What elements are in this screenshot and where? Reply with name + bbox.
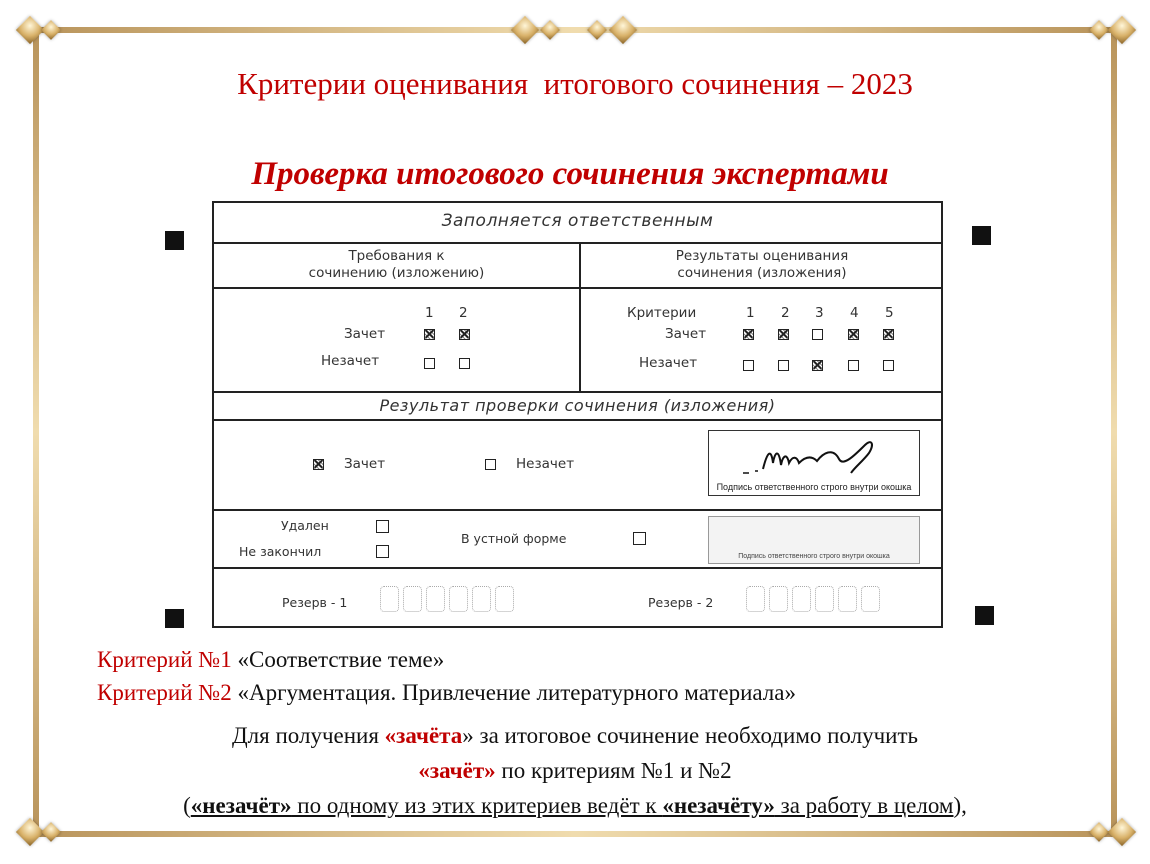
crit-4-nezachet-checkbox[interactable] <box>848 360 859 371</box>
result-nezachet-checkbox[interactable] <box>485 459 496 470</box>
ornament-icon <box>609 16 637 44</box>
oral-form-label: В устной форме <box>461 531 567 546</box>
ornament-icon <box>587 20 607 40</box>
frame-right <box>1111 27 1117 837</box>
ornament-icon <box>540 20 560 40</box>
registration-marker <box>165 231 184 250</box>
reserve-2-box[interactable] <box>861 586 880 612</box>
req-col-2: 2 <box>459 305 468 321</box>
criterion-1-number: Критерий №1 <box>97 647 232 672</box>
result-zachet-checkbox[interactable] <box>313 459 324 470</box>
ornament-icon <box>1089 822 1109 842</box>
crit-2-zachet-checkbox[interactable] <box>778 329 789 340</box>
crit-col-2: 2 <box>781 305 790 321</box>
exam-form <box>212 201 945 628</box>
reserve-1-box[interactable] <box>403 586 422 612</box>
crit-col-5: 5 <box>885 305 894 321</box>
req-2-zachet-checkbox[interactable] <box>459 329 470 340</box>
req-col-1: 1 <box>425 305 434 321</box>
rule-line-1: Для получения «зачёта» за итоговое сочинение необходимо получить <box>231 723 919 748</box>
registration-marker <box>975 606 994 625</box>
req-nezachet-label: Незачет <box>321 353 380 369</box>
criteria-label: Критерии <box>627 305 697 321</box>
page-subtitle: Проверка итогового сочинения экспертами <box>251 156 889 192</box>
ornament-icon <box>41 20 61 40</box>
reserve-1-box[interactable] <box>449 586 468 612</box>
removed-checkbox[interactable] <box>376 520 389 533</box>
signature-box-2[interactable] <box>708 516 920 564</box>
criterion-1 <box>97 647 444 673</box>
crit-zachet-label: Зачет <box>665 326 707 342</box>
crit-1-zachet-checkbox[interactable] <box>743 329 754 340</box>
rule-line-3: («незачёт» по одному из этих критериев ведёт к «незачёту» за работу в целом), <box>183 793 967 818</box>
corner-ornament-icon <box>16 818 44 846</box>
crit-nezachet-label: Незачет <box>639 355 698 371</box>
registration-marker <box>972 226 991 245</box>
oral-form-checkbox[interactable] <box>633 532 646 545</box>
section-titles-row <box>212 242 943 289</box>
status-row <box>212 509 943 569</box>
not-finished-checkbox[interactable] <box>376 545 389 558</box>
signature-caption-2: Подпись ответственного строго внутри окошка <box>738 553 890 560</box>
crit-5-nezachet-checkbox[interactable] <box>883 360 894 371</box>
frame-left <box>33 27 39 837</box>
ornament-icon <box>41 822 61 842</box>
reserve-2-box[interactable] <box>838 586 857 612</box>
grading-row <box>212 287 943 393</box>
signature-image <box>715 433 915 483</box>
result-zachet-label: Зачет <box>344 456 386 472</box>
check-result-title: Результат проверки сочинения (изложения) <box>379 396 776 415</box>
result-nezachet-label: Незачет <box>516 456 575 472</box>
req-zachet-label: Зачет <box>344 326 386 342</box>
reserve-1-box[interactable] <box>426 586 445 612</box>
crit-1-nezachet-checkbox[interactable] <box>743 360 754 371</box>
crit-4-zachet-checkbox[interactable] <box>848 329 859 340</box>
reserve-2-label: Резерв - 2 <box>648 595 714 610</box>
criterion-2-number: Критерий №2 <box>97 680 232 705</box>
reserve-1-box[interactable] <box>380 586 399 612</box>
req-1-nezachet-checkbox[interactable] <box>424 358 435 369</box>
reserve-2-box[interactable] <box>746 586 765 612</box>
result-row <box>212 419 943 511</box>
reserve-row <box>212 567 943 628</box>
page-title: Критерии оценивания итогового сочинения – 2023 <box>237 66 913 101</box>
criterion-2-name: «Аргументация. Привлечение литературного материала» <box>237 680 796 705</box>
ornament-icon <box>1089 20 1109 40</box>
crit-3-nezachet-checkbox[interactable] <box>812 360 823 371</box>
corner-ornament-icon <box>16 16 44 44</box>
registration-marker <box>165 609 184 628</box>
req-2-nezachet-checkbox[interactable] <box>459 358 470 369</box>
frame-bottom <box>25 831 1125 837</box>
results-title: Результаты оценивания сочинения (изложения) <box>675 248 849 281</box>
crit-col-4: 4 <box>850 305 859 321</box>
reserve-1-label: Резерв - 1 <box>282 595 348 610</box>
form-header-row <box>212 201 943 244</box>
result-title-row <box>212 391 943 421</box>
reserve-2-box[interactable] <box>792 586 811 612</box>
crit-5-zachet-checkbox[interactable] <box>883 329 894 340</box>
requirements-title: Требования к сочинению (изложению) <box>308 248 485 281</box>
not-finished-label: Не закончил <box>239 544 322 559</box>
reserve-1-box[interactable] <box>495 586 514 612</box>
reserve-2-box[interactable] <box>769 586 788 612</box>
signature-box[interactable] <box>708 430 920 496</box>
reserve-2-box[interactable] <box>815 586 834 612</box>
criterion-1-name: «Соответствие теме» <box>237 647 445 672</box>
rule-line-2: «зачёт» по критериям №1 и №2 <box>418 758 732 783</box>
crit-3-zachet-checkbox[interactable] <box>812 329 823 340</box>
signature-caption: Подпись ответственного строго внутри окошка <box>716 482 912 492</box>
reserve-1-box[interactable] <box>472 586 491 612</box>
form-header: Заполняется ответственным <box>441 211 714 231</box>
criterion-2 <box>97 680 796 706</box>
req-1-zachet-checkbox[interactable] <box>424 329 435 340</box>
crit-col-1: 1 <box>746 305 755 321</box>
removed-label: Удален <box>281 518 329 533</box>
crit-col-3: 3 <box>815 305 824 321</box>
crit-2-nezachet-checkbox[interactable] <box>778 360 789 371</box>
ornament-icon <box>511 16 539 44</box>
frame-top <box>25 27 1125 33</box>
